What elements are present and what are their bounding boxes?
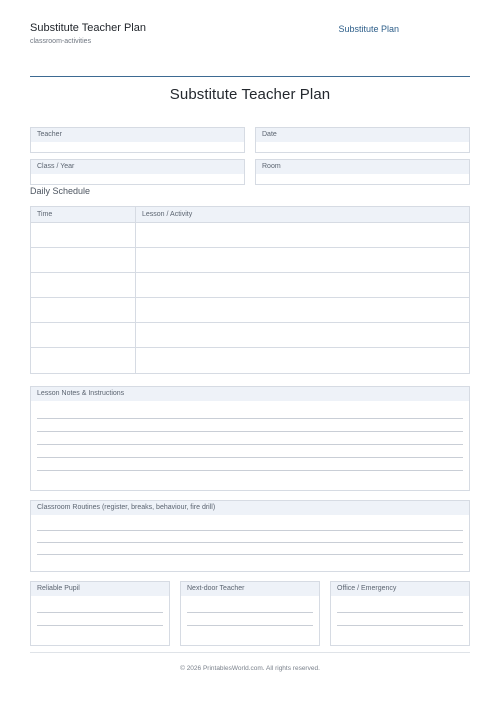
footer-copyright: © 2026 PrintablesWorld.com. All rights reserved. — [180, 665, 320, 672]
header-divider — [30, 76, 470, 77]
substitute-plan-link[interactable]: Substitute Plan — [338, 24, 399, 34]
time-column-header: Time — [31, 207, 136, 222]
writing-line — [37, 470, 463, 471]
writing-line — [37, 457, 463, 458]
class-year-label: Class / Year — [31, 160, 244, 174]
activity-cell[interactable] — [136, 223, 469, 247]
writing-line — [187, 625, 313, 626]
time-cell[interactable] — [31, 273, 136, 297]
activity-cell[interactable] — [136, 248, 469, 272]
schedule-table — [30, 206, 470, 374]
room-field[interactable] — [255, 159, 470, 185]
lesson-notes-label: Lesson Notes & Instructions — [31, 387, 469, 401]
classroom-routines-box[interactable] — [30, 500, 470, 572]
writing-line — [37, 554, 463, 555]
writing-line — [337, 625, 463, 626]
time-cell[interactable] — [31, 323, 136, 347]
time-cell[interactable] — [31, 223, 136, 247]
writing-line — [337, 612, 463, 613]
table-row — [31, 248, 469, 273]
table-row — [31, 323, 469, 348]
activity-cell[interactable] — [136, 298, 469, 322]
table-row — [31, 348, 469, 373]
writing-line — [37, 625, 163, 626]
table-row — [31, 273, 469, 298]
document-title: Substitute Teacher Plan — [169, 86, 331, 103]
reliable-pupil-label: Reliable Pupil — [31, 582, 169, 596]
room-label: Room — [256, 160, 469, 174]
date-label: Date — [256, 128, 469, 142]
page-header — [30, 22, 470, 52]
classroom-routines-label: Classroom Routines (register, breaks, behaviour, fire drill) — [31, 501, 469, 515]
footer-divider — [30, 652, 470, 653]
teacher-label: Teacher — [31, 128, 244, 142]
time-cell[interactable] — [31, 348, 136, 373]
writing-line — [37, 431, 463, 432]
lesson-notes-box[interactable] — [30, 386, 470, 491]
table-row — [31, 223, 469, 248]
site-title: Substitute Teacher Plan — [30, 22, 146, 34]
writing-line — [37, 444, 463, 445]
office-emergency-box[interactable] — [330, 581, 470, 646]
time-cell[interactable] — [31, 248, 136, 272]
time-cell[interactable] — [31, 298, 136, 322]
writing-line — [37, 418, 463, 419]
date-field[interactable] — [255, 127, 470, 153]
writing-line — [37, 542, 463, 543]
table-row — [31, 298, 469, 323]
daily-schedule-heading: Daily Schedule — [30, 186, 91, 196]
activity-cell[interactable] — [136, 348, 469, 373]
next-door-teacher-box[interactable] — [180, 581, 320, 646]
writing-line — [37, 612, 163, 613]
reliable-pupil-box[interactable] — [30, 581, 170, 646]
activity-cell[interactable] — [136, 273, 469, 297]
writing-line — [187, 612, 313, 613]
activity-cell[interactable] — [136, 323, 469, 347]
site-subtitle: classroom-activities — [30, 38, 92, 45]
office-emergency-label: Office / Emergency — [331, 582, 469, 596]
writing-line — [37, 530, 463, 531]
class-year-field[interactable] — [30, 159, 245, 185]
teacher-field[interactable] — [30, 127, 245, 153]
schedule-header-row — [31, 207, 469, 223]
next-door-teacher-label: Next-door Teacher — [181, 582, 319, 596]
activity-column-header: Lesson / Activity — [142, 211, 193, 218]
